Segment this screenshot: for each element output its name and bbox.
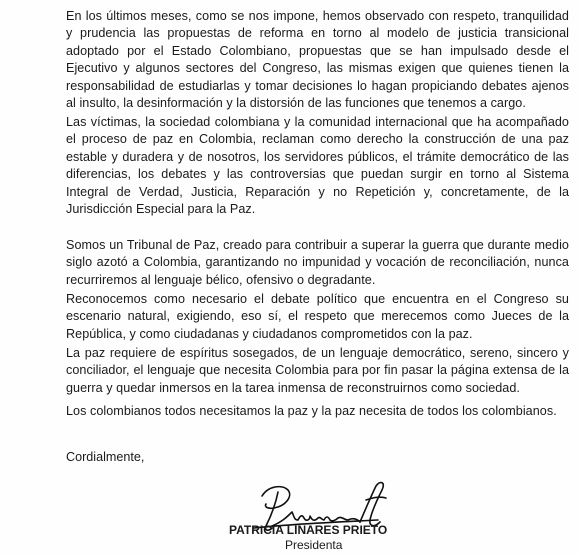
letter-paragraph-5: La paz requiere de espíritus sosegados, de un lenguaje democrático, sereno, sincero y conciliador, el lenguaje que necesita Colombia para por fin pasar la página extensa de la guerra y quedar inmersos en la tarea inmensa de reconstruirnos como sociedad. [66, 346, 569, 395]
letter-paragraph-4: Reconocemos como necesario el debate político que encuentra en el Congreso su escenario natural, exigiendo, eso sí, el respeto que merecemos como Jueces de la República, y como ciudadanas y ciudadanos comprometidos con la paz. [66, 292, 569, 341]
letter-paragraph-2: Las víctimas, la sociedad colombiana y la comunidad internacional que ha acompañado el proceso de paz en Colombia, reclaman como derecho la construcción de una paz estable y duradera y de nosotros, los servidores públicos, el trámite democrático de las diferencias, los debates y las controversias que puedan surgir en torno al Sistema Integral de Verdad, Justicia, Reparación y no Repetición y, concretamente, de la Jurisdicción Especial para la Paz. [66, 115, 569, 217]
signer-name: PATRICIA LINARES PRIETO [229, 523, 388, 537]
closing-salutation: Cordialmente, [66, 450, 145, 464]
signer-title: Presidenta [285, 538, 343, 552]
letter-paragraph-1: En los últimos meses, como se nos impone, hemos observado con respeto, tranquilidad y prudencia las propuestas de reforma en torno al modelo de justicia transicional adoptado por el Estado Colombiano, propuestas que se han impulsado desde el Ejecutivo y algunos sectores del Congreso, las mismas exigen que quienes tienen la responsabilidad de estudiarlas y tomar decisiones lo hagan propiciando debates ajenos al insulto, la desinformación y la distorsión de las funciones que tenemos a cargo. [66, 9, 569, 111]
letter-paragraph-6: Los colombianos todos necesitamos la paz y la paz necesita de todos los colombianos. [66, 404, 557, 418]
letter-paragraph-3: Somos un Tribunal de Paz, creado para contribuir a superar la guerra que durante medio siglo azotó a Colombia, garantizando no impunidad y vocación de reconciliación, nunca recurriremos al lenguaje bélico, ofensivo o degradante. [66, 238, 569, 287]
